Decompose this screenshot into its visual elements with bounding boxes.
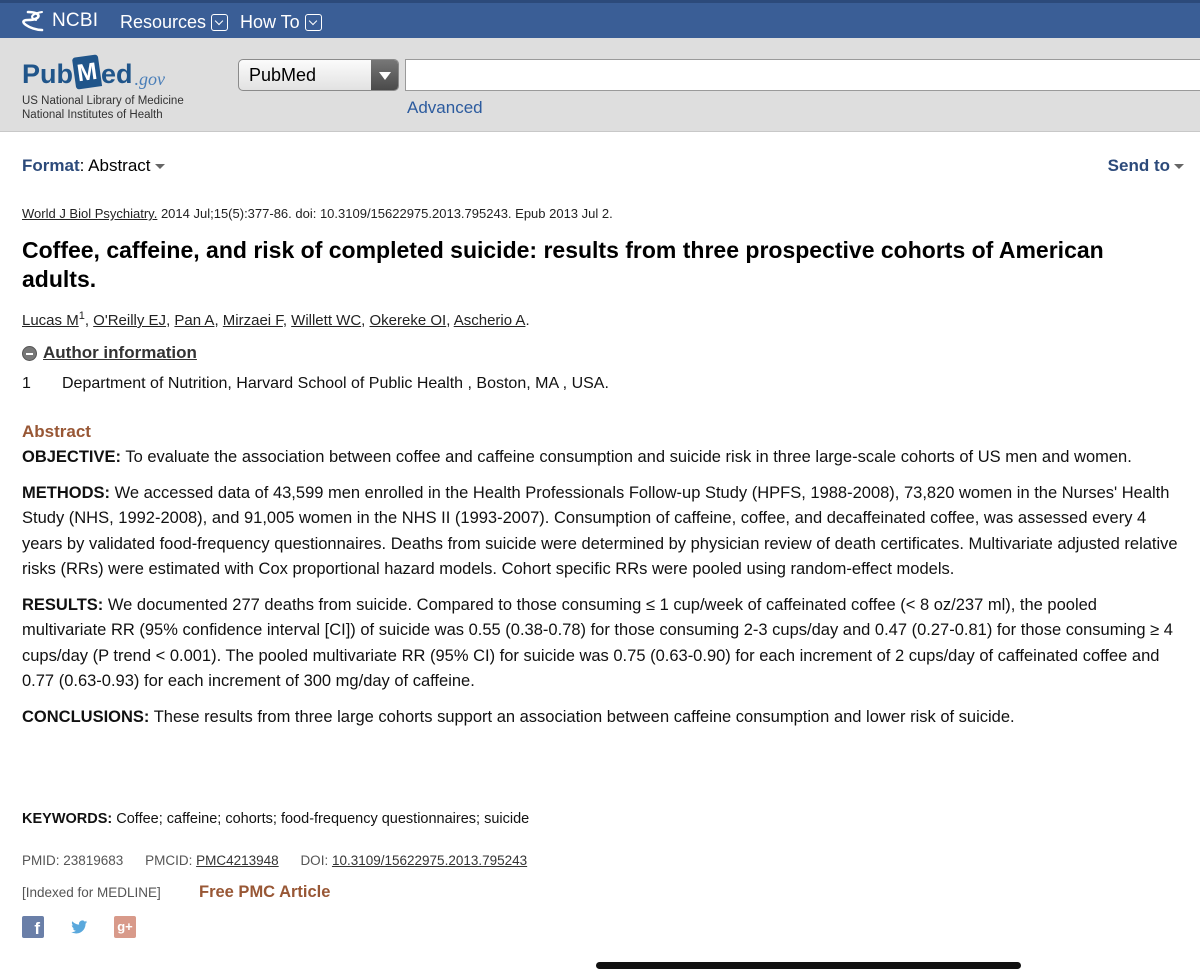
send-to-label: Send to: [1107, 156, 1170, 175]
twitter-bird-icon: [69, 917, 89, 937]
methods-label: METHODS:: [22, 483, 110, 502]
facebook-icon[interactable]: f: [22, 916, 44, 938]
pubmed-logo[interactable]: [22, 52, 222, 122]
abstract-results: [22, 593, 1182, 695]
author-link[interactable]: Mirzaei F: [222, 312, 283, 329]
dropdown-arrow-icon: [371, 60, 398, 90]
pubmed-wordmark: [22, 52, 222, 88]
format-value: Abstract: [88, 156, 151, 175]
nlm-subtitle: [22, 94, 222, 122]
author-information-label: Author information: [43, 343, 197, 362]
format-label: Format: [22, 156, 80, 175]
pubmed-header: [0, 38, 1200, 132]
objective-text: To evaluate the association between coffee and caffeine consumption and suicide risk in three large-scale cohorts of US men and women.: [121, 448, 1132, 466]
author-link[interactable]: Okereke OI: [369, 312, 447, 329]
doi-label: DOI:: [300, 853, 332, 868]
author-separator: ,: [214, 312, 223, 329]
affiliation-text: Department of Nutrition, Harvard School of Public Health , Boston, MA , USA.: [62, 375, 609, 392]
keywords-label: KEYWORDS:: [22, 811, 113, 827]
ncbi-label: NCBI: [52, 10, 99, 31]
affiliation: [22, 375, 609, 393]
ncbi-helix-icon: [22, 8, 48, 34]
logo-m-box: M: [72, 54, 102, 89]
abstract-body: [22, 445, 1182, 740]
free-pmc-article-link[interactable]: Free PMC Article: [199, 883, 331, 901]
citation-details: 2014 Jul;15(5):377-86. doi: 10.3109/15622975.2013.795243. Epub 2013 Jul 2.: [157, 206, 613, 221]
ncbi-top-bar: [0, 0, 1200, 38]
nih-line: National Institutes of Health: [22, 109, 163, 121]
how-to-menu-label: How To: [240, 12, 300, 32]
pmcid-label: PMCID:: [145, 853, 197, 868]
journal-link[interactable]: World J Biol Psychiatry.: [22, 206, 158, 221]
abstract-conclusions: [22, 705, 1182, 731]
how-to-menu[interactable]: [240, 12, 322, 33]
send-to-button[interactable]: [1108, 156, 1184, 176]
resources-menu-label: Resources: [120, 12, 207, 32]
doi-link[interactable]: 10.3109/15622975.2013.795243: [331, 853, 528, 868]
caret-down-icon: [1174, 164, 1184, 169]
indexed-for-medline: [Indexed for MEDLINE]: [22, 885, 161, 900]
author-separator: ,: [282, 312, 292, 329]
conclusions-text: These results from three large cohorts support an association between caffeine consumption and lower risk of suicide.: [149, 707, 1015, 726]
abstract-methods: [22, 481, 1182, 583]
author-link[interactable]: O'Reilly EJ: [93, 312, 167, 329]
article-title: Coffee, caffeine, and risk of completed suicide: results from three prospective cohorts of American adults.: [22, 237, 1104, 292]
author-information-toggle[interactable]: [22, 343, 197, 363]
results-label: RESULTS:: [22, 595, 104, 614]
author-separator: ,: [166, 312, 175, 329]
keywords: [22, 811, 529, 827]
logo-ed: ed: [101, 59, 133, 89]
results-text: We documented 277 deaths from suicide. Compared to those consuming ≤ 1 cup/week of caffeinated coffee (< 8 oz/237 ml), the pooled multivariate RR (95% confidence interval [CI]) of suicide was 0.55 (0.38-0.78) for those consuming 2-3 cups/day and 0.47 (0.27-0.81) for those consuming ≥ 4 cups/day (P trend < 0.001). The pooled multivariate RR (95% CI) for suicide was 0.75 (0.63-0.90) for each increment of 2 cups/day of caffeinated coffee and 0.77 (0.63-0.93) for each increment of 300 mg/day of caffeine.: [22, 595, 1173, 690]
nlm-line: US National Library of Medicine: [22, 95, 184, 107]
database-select-value: PubMed: [249, 65, 317, 85]
google-plus-icon[interactable]: g+: [114, 916, 136, 938]
abstract-heading: Abstract: [22, 422, 91, 441]
author-separator: ,: [446, 312, 454, 329]
chevron-down-icon: [305, 14, 322, 31]
author-link[interactable]: Lucas M: [22, 312, 79, 329]
author-separator: ,: [361, 312, 370, 329]
database-select[interactable]: [238, 59, 399, 91]
search-input[interactable]: [405, 59, 1200, 91]
affiliation-number: 1: [22, 375, 31, 392]
ncbi-logo[interactable]: [22, 8, 98, 34]
advanced-search-link[interactable]: Advanced: [407, 98, 483, 117]
social-share: [22, 916, 136, 938]
article-identifiers: [22, 853, 527, 868]
home-indicator[interactable]: [596, 962, 1021, 969]
methods-text: We accessed data of 43,599 men enrolled in the Health Professionals Follow-up Study (HPFS, 1988-2008), 73,820 women in the Nurses' Health Study (NHS, 1992-2008), and 91,005 women in the NHS II (1993-2007). Consumption of caffeine, coffee, and decaffeinated coffee, was assessed every 4 years by validated food-frequency questionnaires. Deaths from suicide were determined by physician review of death certificates. Multivariate adjusted relative risks (RRs) were estimated with Cox proportional hazard models. Cohort specific RRs were pooled using random-effect models.: [22, 483, 1178, 578]
objective-label: OBJECTIVE:: [22, 448, 122, 466]
author-link[interactable]: Ascherio A: [453, 312, 526, 329]
caret-down-icon: [155, 164, 165, 169]
twitter-icon[interactable]: [68, 916, 90, 938]
author-link[interactable]: Willett WC: [291, 312, 362, 329]
author-affiliation-sup: 1: [78, 310, 85, 322]
logo-pub: Pub: [22, 59, 73, 89]
keywords-value: Coffee; caffeine; cohorts; food-frequency questionnaires; suicide: [112, 811, 530, 827]
resources-menu[interactable]: [120, 12, 228, 33]
author-list: [22, 310, 530, 329]
author-separator: ,: [84, 312, 94, 329]
logo-gov: .gov: [134, 69, 166, 89]
collapse-minus-icon: [22, 346, 37, 361]
chevron-down-icon: [211, 14, 228, 31]
format-colon: :: [79, 156, 85, 175]
author-link[interactable]: Pan A: [174, 312, 215, 329]
pmcid-link[interactable]: PMC4213948: [196, 853, 279, 868]
pmid: PMID: 23819683: [22, 853, 124, 868]
format-selector[interactable]: [22, 156, 165, 176]
conclusions-label: CONCLUSIONS:: [22, 707, 150, 726]
abstract-objective: [22, 445, 1182, 471]
author-list-end: .: [525, 312, 530, 329]
citation: [22, 206, 613, 221]
